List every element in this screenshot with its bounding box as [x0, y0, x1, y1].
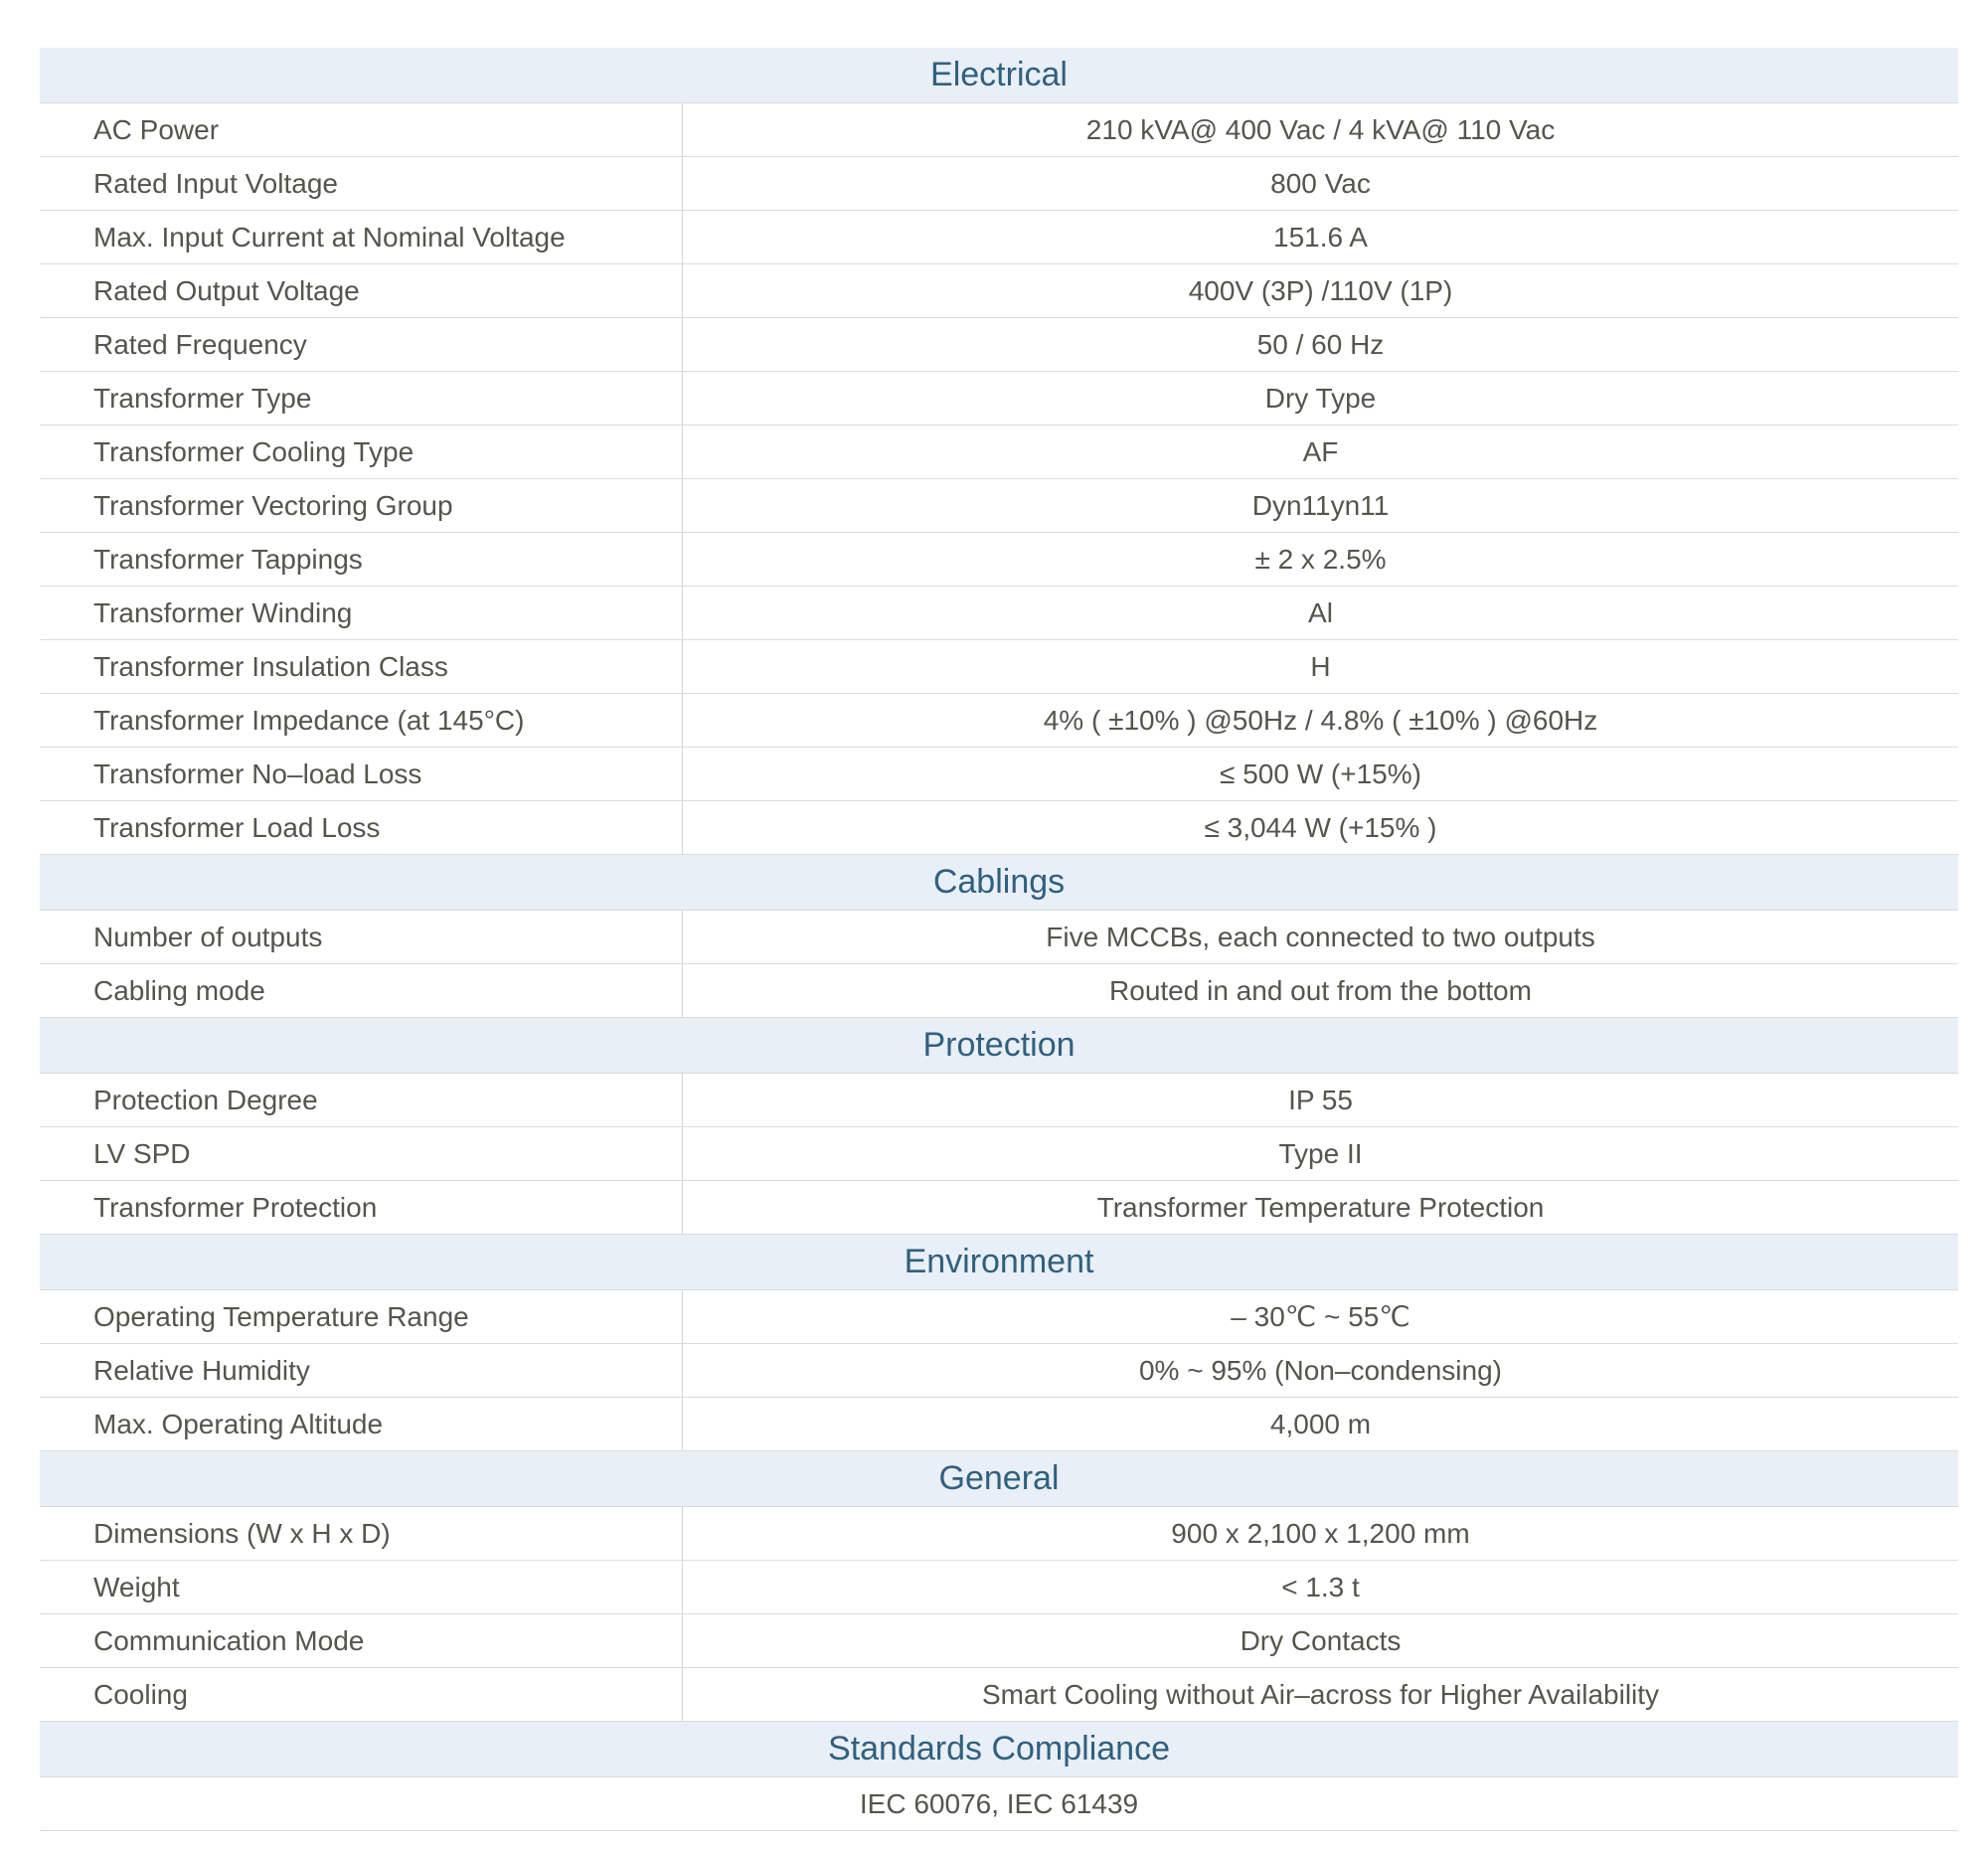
spec-value: < 1.3 t [1281, 1571, 1360, 1602]
spec-value: 4,000 m [1269, 1408, 1372, 1439]
spec-row-transformer-impedance-at-145-c [40, 694, 1958, 748]
spec-row-transformer-vectoring-group [40, 479, 1958, 533]
spec-row-communication-mode [40, 1614, 1958, 1668]
section-header-protection: Protection [40, 1018, 1958, 1074]
spec-label: Transformer No–load Loss [40, 748, 683, 800]
spec-label: Transformer Type [40, 372, 683, 424]
spec-label: Rated Output Voltage [40, 264, 683, 317]
spec-label: Communication Mode [40, 1614, 683, 1667]
spec-value: Al [1308, 596, 1333, 628]
spec-value: Routed in and out from the bottom [1109, 974, 1532, 1006]
spec-label: Cooling [40, 1668, 683, 1721]
spec-label: Transformer Load Loss [40, 801, 683, 854]
spec-value: 800 Vac [1270, 167, 1371, 199]
spec-value: 0% ~ 95% (Non–condensing) [1138, 1354, 1502, 1386]
spec-value: IP 55 [1288, 1084, 1353, 1115]
spec-label: Transformer Winding [40, 587, 683, 639]
spec-value: ± 2 x 2.5% [1254, 543, 1387, 575]
spec-row-transformer-cooling-type [40, 425, 1958, 479]
spec-value: 4% ( ±10% ) @50Hz / 4.8% ( ±10% ) @60Hz [1043, 704, 1598, 736]
spec-row-transformer-winding [40, 587, 1958, 640]
spec-label: Max. Operating Altitude [40, 1398, 683, 1450]
spec-label: Transformer Protection [40, 1181, 683, 1234]
spec-value: ≤ 3,044 W (+15% ) [1204, 811, 1437, 843]
spec-value: Dry Contacts [1240, 1624, 1402, 1656]
spec-row-operating-temperature-range [40, 1290, 1958, 1344]
spec-row-rated-input-voltage [40, 157, 1958, 211]
spec-row-transformer-tappings [40, 533, 1958, 587]
spec-label: LV SPD [40, 1127, 683, 1180]
section-header-standards-compliance: Standards Compliance [40, 1722, 1958, 1777]
spec-row-rated-frequency [40, 318, 1958, 372]
spec-row-transformer-load-loss [40, 801, 1958, 855]
spec-row-transformer-type [40, 372, 1958, 425]
spec-value: – 30℃ ~ 55℃ [1231, 1301, 1410, 1332]
spec-row-lv-spd [40, 1127, 1958, 1181]
spec-row-standards-compliance [40, 1777, 1958, 1831]
spec-value: Dyn11yn11 [1251, 489, 1390, 521]
spec-row-weight [40, 1561, 1958, 1614]
section-header-general: General [40, 1451, 1958, 1507]
spec-value: 900 x 2,100 x 1,200 mm [1171, 1517, 1470, 1549]
spec-row-max-input-current-at-nominal-voltage [40, 211, 1958, 264]
spec-value: H [1310, 650, 1331, 682]
spec-value: ≤ 500 W (+15%) [1220, 757, 1421, 789]
spec-value: 151.6 A [1273, 221, 1368, 252]
spec-label: Cabling mode [40, 964, 683, 1017]
spec-row-transformer-insulation-class [40, 640, 1958, 694]
spec-label: Number of outputs [40, 911, 683, 963]
section-header-environment: Environment [40, 1235, 1958, 1290]
spec-value: 50 / 60 Hz [1256, 328, 1385, 360]
spec-value: AF [1302, 435, 1339, 467]
spec-value: Five MCCBs, each connected to two outputs [1046, 921, 1595, 952]
spec-value: Type II [1278, 1137, 1363, 1169]
spec-value: Transformer Temperature Protection [1096, 1191, 1545, 1223]
spec-value: IEC 60076, IEC 61439 [859, 1787, 1139, 1819]
section-header-electrical: Electrical [40, 48, 1958, 103]
spec-row-transformer-no-load-loss [40, 748, 1958, 801]
spec-row-dimensions-w-x-h-x-d [40, 1507, 1958, 1561]
spec-row-max-operating-altitude [40, 1398, 1958, 1451]
spec-label: Transformer Cooling Type [40, 425, 683, 478]
spec-label: Dimensions (W x H x D) [40, 1507, 683, 1560]
spec-row-transformer-protection [40, 1181, 1958, 1235]
spec-row-rated-output-voltage [40, 264, 1958, 318]
spec-row-cooling [40, 1668, 1958, 1722]
section-header-cablings: Cablings [40, 855, 1958, 911]
spec-label: Transformer Vectoring Group [40, 479, 683, 532]
spec-label: AC Power [40, 103, 683, 156]
spec-row-protection-degree [40, 1074, 1958, 1127]
spec-label: Operating Temperature Range [40, 1290, 683, 1343]
specification-table [40, 48, 1958, 1831]
spec-label: Protection Degree [40, 1074, 683, 1126]
spec-label: Transformer Tappings [40, 533, 683, 586]
spec-value: Dry Type [1264, 382, 1377, 414]
spec-value: 400V (3P) /110V (1P) [1188, 274, 1453, 306]
spec-label: Rated Frequency [40, 318, 683, 371]
spec-value: 210 kVA@ 400 Vac / 4 kVA@ 110 Vac [1085, 113, 1556, 145]
spec-label: Rated Input Voltage [40, 157, 683, 210]
spec-label: Max. Input Current at Nominal Voltage [40, 211, 683, 263]
spec-label: Transformer Impedance (at 145°C) [40, 694, 683, 747]
spec-row-relative-humidity [40, 1344, 1958, 1398]
spec-row-cabling-mode [40, 964, 1958, 1018]
spec-label: Weight [40, 1561, 683, 1613]
spec-value: Smart Cooling without Air–across for Higher Availability [981, 1678, 1660, 1710]
spec-row-number-of-outputs [40, 911, 1958, 964]
spec-row-ac-power [40, 103, 1958, 157]
spec-label: Relative Humidity [40, 1344, 683, 1397]
spec-label: Transformer Insulation Class [40, 640, 683, 693]
